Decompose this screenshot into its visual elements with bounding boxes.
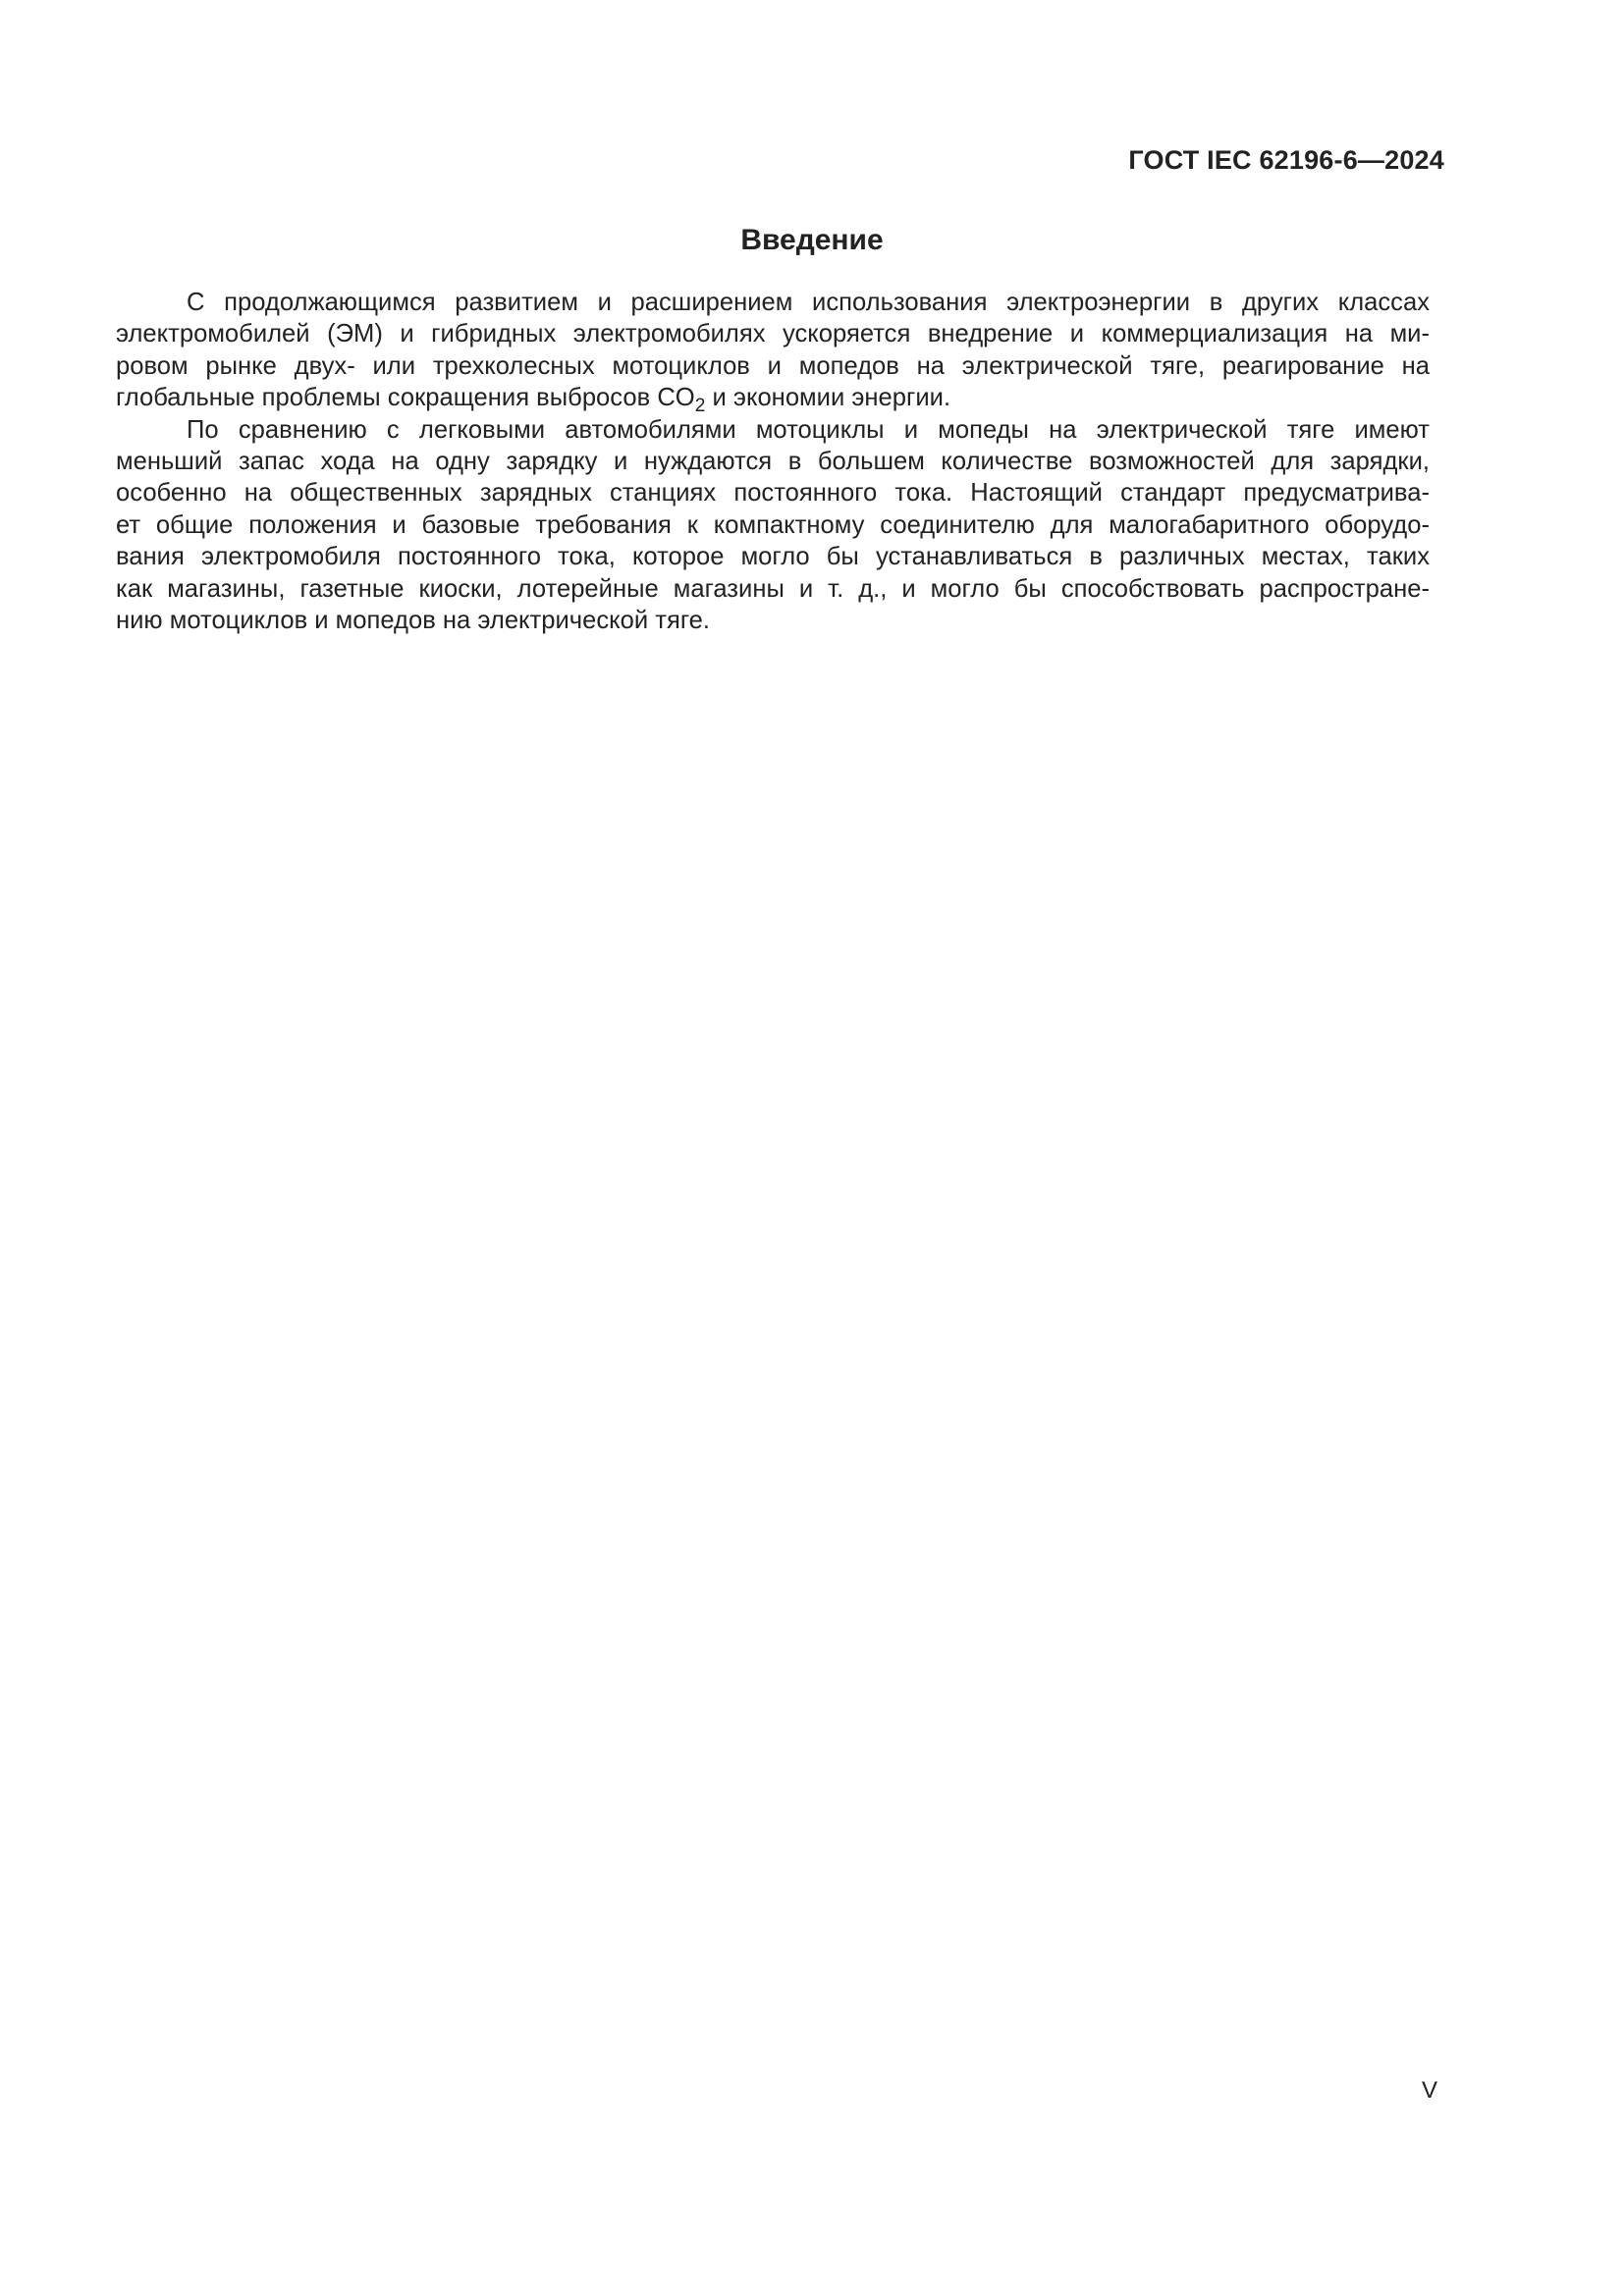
text-line: особенно на общественных зарядных станциях постоянного тока. Настоящий стандарт предусматрива-	[116, 479, 1430, 507]
subscript: 2	[694, 395, 706, 416]
section-title: Введение	[740, 224, 884, 256]
text-fragment: и экономии энергии.	[705, 384, 951, 412]
text-line: С продолжающимся развитием и расширением использования электроэнергии в других классах	[187, 289, 1430, 316]
paragraph-2	[116, 414, 1430, 637]
text-line	[116, 382, 1430, 416]
text-line: По сравнению с легковыми автомобилями мотоциклы и мопеды на электрической тяге имеют	[187, 415, 1430, 444]
text-line: меньший запас хода на одну зарядку и нуждаются в большем количестве возможностей для зарядки,	[116, 448, 1430, 476]
page-number: V	[1422, 2077, 1438, 2104]
section-body	[116, 287, 1430, 636]
text-line: ровом рынке двух- или трехколесных мотоциклов и мопедов на электрической тяге, реагирование на	[116, 351, 1430, 380]
text-line: как магазины, газетные киоски, лотерейные магазины и т. д., и могло бы способствовать распростране-	[116, 574, 1430, 603]
text-line: ет общие положения и базовые требования к компактному соединителю для малогабаритного оборудо-	[116, 510, 1430, 539]
text-line: электромобилей (ЭМ) и гибридных электромобилях ускоряется внедрение и коммерциализация на ми-	[116, 320, 1430, 348]
paragraph-1	[116, 287, 1430, 414]
text-line: нию мотоциклов и мопедов на электрической тяге.	[116, 607, 710, 635]
text-line: вания электромобиля постоянного тока, которое могло бы устанавливаться в различных местах, таких	[116, 543, 1430, 571]
text-fragment: глобальные проблемы сокращения выбросов CO	[116, 384, 695, 412]
document-header-id: ГОСТ IEC 62196-6—2024	[1128, 145, 1444, 175]
